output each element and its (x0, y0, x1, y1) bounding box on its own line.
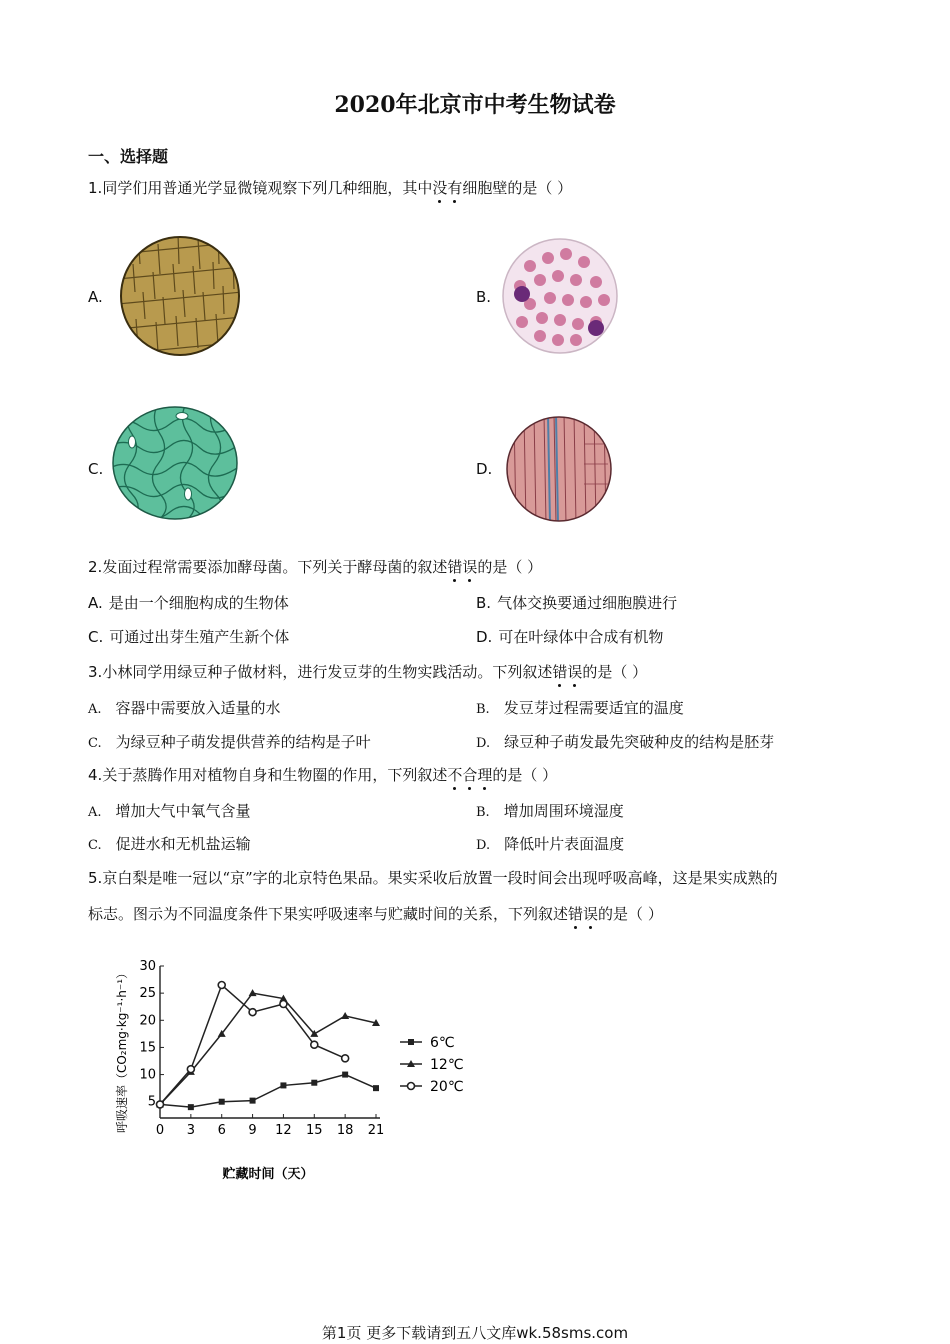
option-d (476, 732, 774, 754)
x-tick-label: 12 (275, 1123, 292, 1138)
option-d (476, 834, 624, 856)
option-b (476, 801, 624, 823)
data-point-square (280, 1082, 286, 1088)
option-label: A. (88, 702, 102, 717)
data-point-square (219, 1099, 225, 1105)
option-a (88, 593, 289, 613)
option-text: 绿豆种子萌发最先突破种皮的结构是胚芽 (504, 733, 775, 751)
emphasis-char: 有 (447, 179, 463, 197)
option-label: C. (88, 838, 102, 853)
blood-cell-image (500, 236, 620, 356)
option-a (88, 801, 251, 823)
data-point-circle (342, 1055, 349, 1062)
emphasis-char: 没 (432, 179, 448, 197)
question-text: 标志。图示为不同温度条件下果实呼吸速率与贮藏时间的关系，下列叙述 (88, 905, 569, 923)
x-axis-label: 贮藏时间（天） (222, 1167, 314, 1182)
option-b-label: B. (476, 288, 492, 306)
option-c (88, 627, 289, 647)
data-point-square (342, 1072, 348, 1078)
data-point-circle (157, 1101, 164, 1108)
option-text: 发豆芽过程需要适宜的温度 (503, 699, 684, 717)
data-point-square (188, 1104, 194, 1110)
emphasis-char: 误 (567, 663, 583, 681)
option-c-label: C. (88, 460, 104, 478)
x-tick-label: 3 (186, 1123, 195, 1138)
emphasis-char: 误 (462, 558, 478, 576)
y-tick-label: 30 (139, 959, 156, 974)
option-label: B. (476, 702, 490, 717)
y-tick-label: 5 (147, 1094, 156, 1110)
question-text: 的是（ ） (582, 663, 648, 681)
option-label: A. (88, 594, 103, 612)
option-text: 增加大气中氧气含量 (115, 802, 251, 820)
option-text: 是由一个细胞构成的生物体 (108, 594, 289, 612)
question-number: 1. (88, 179, 103, 197)
option-c (88, 834, 251, 856)
data-point-square (373, 1085, 379, 1091)
x-tick-label: 0 (155, 1123, 165, 1138)
legend-label: 6℃ (430, 1035, 455, 1051)
question-text: 关于蒸腾作用对植物自身和生物圈的作用，下列叙述 (102, 766, 448, 784)
section-heading: 一、选择题 (88, 147, 169, 166)
data-point-square (250, 1098, 256, 1104)
question-text: 京白梨是唯一冠以“京”字的北京特色果品。果实采收后放置一段时间会出现呼吸高峰，这是果实成熟的 (102, 869, 778, 887)
option-text: 降低叶片表面温度 (504, 835, 625, 853)
respiration-rate-chart (108, 950, 488, 1190)
question-text: 的是（ ） (492, 766, 558, 784)
series-line (160, 1075, 376, 1108)
question-number: 5. (88, 869, 103, 887)
data-point-circle (187, 1066, 194, 1073)
option-d (476, 627, 663, 647)
option-label: D. (476, 838, 491, 853)
question-4 (88, 765, 557, 785)
y-tick-label: 25 (139, 986, 156, 1002)
legend-label: 12℃ (430, 1057, 464, 1073)
emphasis-char: 不 (447, 766, 463, 784)
data-point-circle (311, 1041, 318, 1048)
x-tick-label: 21 (367, 1123, 385, 1138)
data-point-triangle (249, 989, 257, 996)
onion-epidermis-cell-image (118, 234, 242, 358)
emphasis-char: 错 (568, 905, 584, 923)
option-text: 为绿豆种子萌发提供营养的结构是子叶 (115, 733, 371, 751)
y-tick-label: 10 (139, 1067, 156, 1083)
option-a (88, 698, 281, 720)
question-5 (88, 868, 778, 888)
question-2 (88, 557, 542, 577)
question-1 (88, 178, 572, 198)
data-point-triangle (341, 1012, 349, 1019)
data-point-square (408, 1039, 414, 1045)
emphasis-char: 错 (447, 558, 463, 576)
muscle-tissue-image (504, 414, 614, 524)
question-number: 3. (88, 663, 103, 681)
option-label: D. (476, 736, 491, 751)
x-tick-label: 6 (217, 1123, 226, 1138)
y-tick-label: 20 (139, 1013, 156, 1029)
question-3 (88, 662, 647, 682)
emphasis-char: 误 (583, 905, 599, 923)
option-a-label: A. (88, 288, 103, 306)
page-footer: 第1页 更多下载请到五八文库wk.58sms.com (321, 1324, 629, 1342)
data-point-circle (218, 982, 225, 989)
option-text: 可在叶绿体中合成有机物 (498, 628, 664, 646)
question-text: 细胞壁的是（ ） (462, 179, 573, 197)
emphasis-char: 合 (462, 766, 478, 784)
option-label: B. (476, 805, 490, 820)
option-label: D. (476, 628, 493, 646)
question-number: 2. (88, 558, 103, 576)
option-label: B. (476, 594, 492, 612)
data-point-circle (280, 1001, 287, 1008)
page-title: 2020年北京市中考生物试卷 (334, 92, 616, 118)
y-axis-label: 呼吸速率（CO₂mg·kg⁻¹·h⁻¹） (115, 966, 129, 1134)
question-text: 小林同学用绿豆种子做材料，进行发豆芽的生物实践活动。下列叙述 (102, 663, 553, 681)
question-text: 的是（ ） (598, 905, 663, 923)
data-point-square (311, 1080, 317, 1086)
data-point-circle (408, 1083, 415, 1090)
option-text: 气体交换要通过细胞膜进行 (497, 594, 678, 612)
option-d-label: D. (476, 460, 493, 478)
question-text: 同学们用普通光学显微镜观察下列几种细胞，其中 (102, 179, 433, 197)
option-b (476, 593, 677, 613)
option-text: 可通过出芽生殖产生新个体 (109, 628, 290, 646)
option-label: A. (88, 805, 102, 820)
option-label: C. (88, 736, 102, 751)
leaf-epidermis-cell-image (110, 404, 240, 522)
x-tick-label: 18 (336, 1123, 354, 1138)
data-point-circle (249, 1009, 256, 1016)
emphasis-char: 理 (477, 766, 493, 784)
emphasis-char: 错 (552, 663, 568, 681)
option-text: 促进水和无机盐运输 (115, 835, 251, 853)
x-tick-label: 9 (248, 1123, 257, 1138)
option-c (88, 732, 371, 754)
option-text: 增加周围环境湿度 (503, 802, 624, 820)
option-b (476, 698, 684, 720)
legend-label: 20℃ (430, 1079, 464, 1095)
option-text: 容器中需要放入适量的水 (115, 699, 281, 717)
x-tick-label: 15 (306, 1123, 323, 1138)
question-text: 发面过程常需要添加酵母菌。下列关于酵母菌的叙述 (102, 558, 448, 576)
question-5-line-2 (88, 904, 663, 924)
question-number: 4. (88, 766, 103, 784)
option-label: C. (88, 628, 104, 646)
y-tick-label: 15 (139, 1040, 156, 1056)
question-text: 的是（ ） (477, 558, 543, 576)
series-line (160, 993, 376, 1104)
